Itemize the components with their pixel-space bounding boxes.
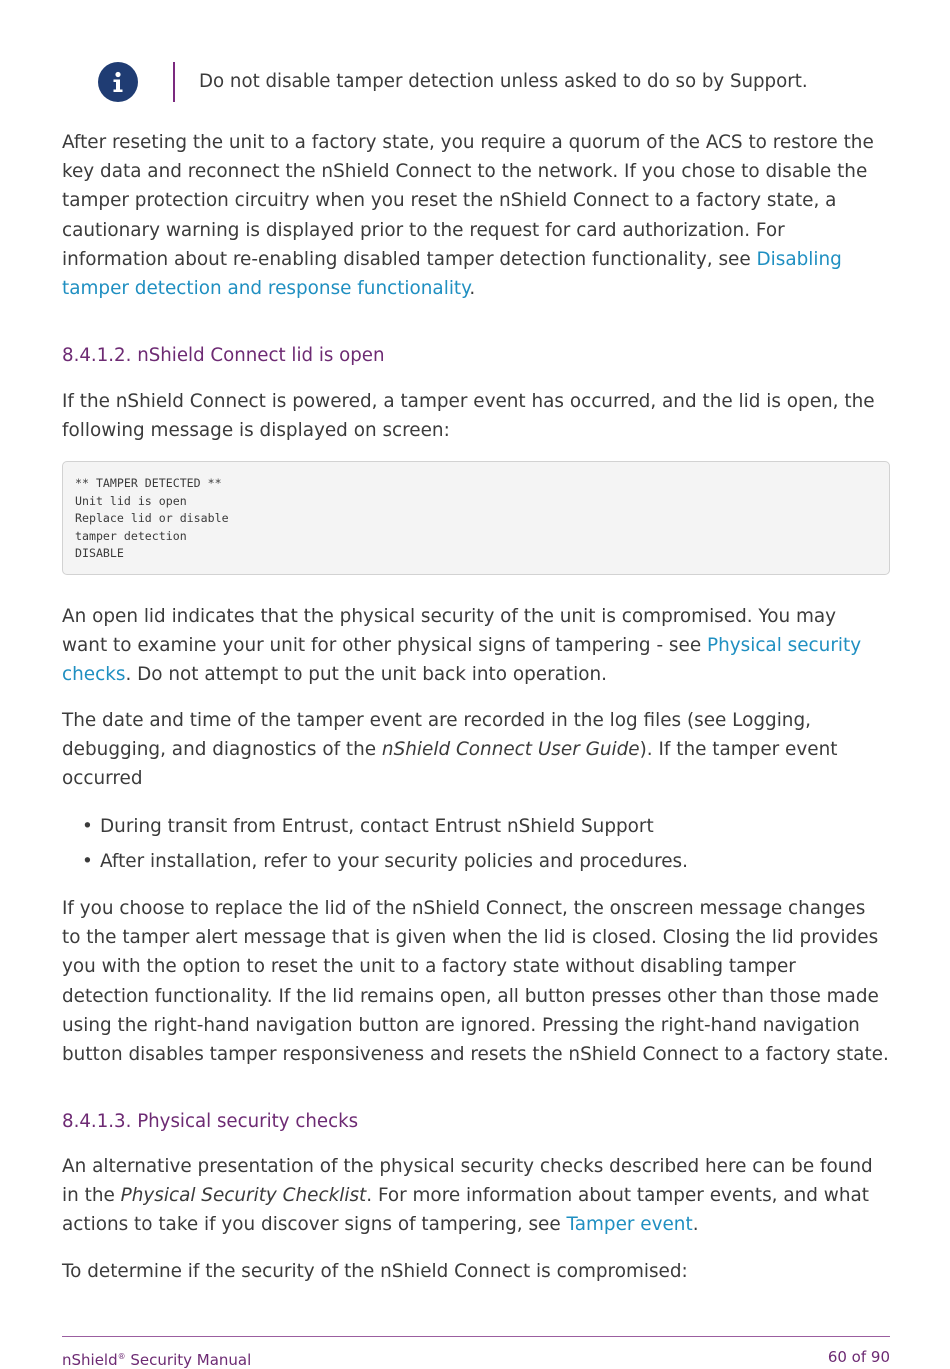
list-item-text: After installation, refer to your security policies and procedures. [100, 851, 688, 872]
code-line: DISABLE [75, 546, 124, 560]
intro-line-end: . [469, 278, 476, 300]
physical-checks-text: in the [62, 1185, 121, 1207]
intro-paragraph [62, 128, 890, 303]
list-item-text: During transit from Entrust, contact Entrust nShield Support [100, 816, 654, 837]
intro-line: tamper protection circuitry when you reset the nShield Connect to a factory state, a [62, 190, 837, 212]
physical-checks-end: . [692, 1214, 699, 1236]
replace-lid-line: to the tamper alert message that is given when the lid is closed. Closing the lid provides [62, 927, 879, 949]
physical-security-checks-link-cont[interactable]: checks [62, 664, 126, 686]
note-callout [98, 62, 890, 102]
lid-intro-paragraph [62, 387, 890, 445]
tamper-event-link[interactable]: Tamper event [566, 1214, 693, 1236]
replace-lid-line: button disables tamper responsiveness and resets the nShield Connect to a factory state. [62, 1044, 889, 1066]
footer-title [62, 1348, 251, 1369]
note-divider [173, 62, 175, 102]
date-time-paragraph [62, 706, 890, 794]
disabling-tamper-link-cont[interactable]: tamper detection and response functionality [62, 278, 470, 300]
lid-intro-line: If the nShield Connect is powered, a tamper event has occurred, and the lid is open, the [62, 391, 875, 412]
replace-lid-line: using the right-hand navigation button are ignored. Pressing the right-hand navigation [62, 1014, 860, 1036]
intro-line: key data and reconnect the nShield Connect to the network. If you chose to disable the [62, 161, 868, 183]
physical-security-checks-link[interactable]: Physical security [707, 635, 862, 657]
open-lid-line [62, 631, 890, 660]
open-lid-paragraph [62, 602, 890, 690]
determine-paragraph: To determine if the security of the nShield Connect is compromised: [62, 1261, 688, 1282]
physical-checks-line [62, 1181, 890, 1210]
bullet-icon: • [82, 816, 93, 837]
page-number: 60 of 90 [827, 1348, 890, 1366]
date-time-line: occurred [62, 768, 143, 790]
open-lid-text-end: . Do not attempt to put the unit back into operation. [125, 664, 607, 686]
date-time-line [62, 735, 890, 764]
date-time-line: The date and time of the tamper event are recorded in the log files (see Logging, [62, 710, 811, 731]
code-block [62, 461, 890, 575]
code-line: ** TAMPER DETECTED ** [75, 476, 222, 490]
checklist-title: Physical Security Checklist [120, 1185, 367, 1207]
code-line: Unit lid is open [75, 493, 187, 508]
section-heading-lid-open: 8.4.1.2. nShield Connect lid is open [62, 345, 385, 366]
note-text: Do not disable tamper detection unless asked to do so by Support. [199, 71, 808, 92]
intro-line: cautionary warning is displayed prior to the request for card authorization. For [62, 219, 785, 241]
replace-lid-line: you with the option to reset the unit to a factory state without disabling tamper [62, 956, 796, 978]
code-line: Replace lid or disable [75, 511, 229, 525]
intro-line [62, 245, 890, 274]
lid-intro-line: following message is displayed on screen: [62, 420, 450, 442]
intro-line [62, 274, 890, 303]
date-time-text-end: ). If the tamper event [639, 739, 838, 761]
footer-brand: nShield [62, 1351, 118, 1369]
bullet-icon: • [82, 851, 93, 872]
date-time-text: debugging, and diagnostics of the [62, 739, 382, 761]
physical-checks-line: An alternative presentation of the physical security checks described here can be found [62, 1156, 873, 1177]
open-lid-line: An open lid indicates that the physical security of the unit is compromised. You may [62, 606, 837, 627]
open-lid-line [62, 660, 890, 689]
physical-checks-text: actions to take if you discover signs of tampering, see [62, 1214, 567, 1236]
open-lid-text: want to examine your unit for other physical signs of tampering - see [62, 635, 707, 657]
physical-checks-text-end: . For more information about tamper events, and what [366, 1185, 869, 1207]
physical-checks-paragraph [62, 1152, 890, 1240]
footer-divider [62, 1336, 890, 1337]
code-line: tamper detection [75, 528, 187, 543]
footer-manual-title: Security Manual [125, 1351, 252, 1369]
physical-checks-line [62, 1210, 890, 1239]
section-heading-physical-checks: 8.4.1.3. Physical security checks [62, 1111, 359, 1132]
replace-lid-paragraph [62, 894, 890, 1069]
disabling-tamper-link[interactable]: Disabling [756, 248, 842, 270]
registered-mark: ® [117, 1352, 126, 1361]
replace-lid-line: detection functionality. If the lid remains open, all button presses other than those made [62, 985, 879, 1007]
intro-line-text: information about re-enabling disabled tamper detection functionality, see [62, 248, 757, 270]
info-icon [98, 62, 138, 102]
user-guide-title: nShield Connect User Guide [381, 739, 640, 761]
intro-line: After reseting the unit to a factory state, you require a quorum of the ACS to restore the [62, 132, 874, 153]
replace-lid-line: If you choose to replace the lid of the nShield Connect, the onscreen message changes [62, 898, 866, 919]
